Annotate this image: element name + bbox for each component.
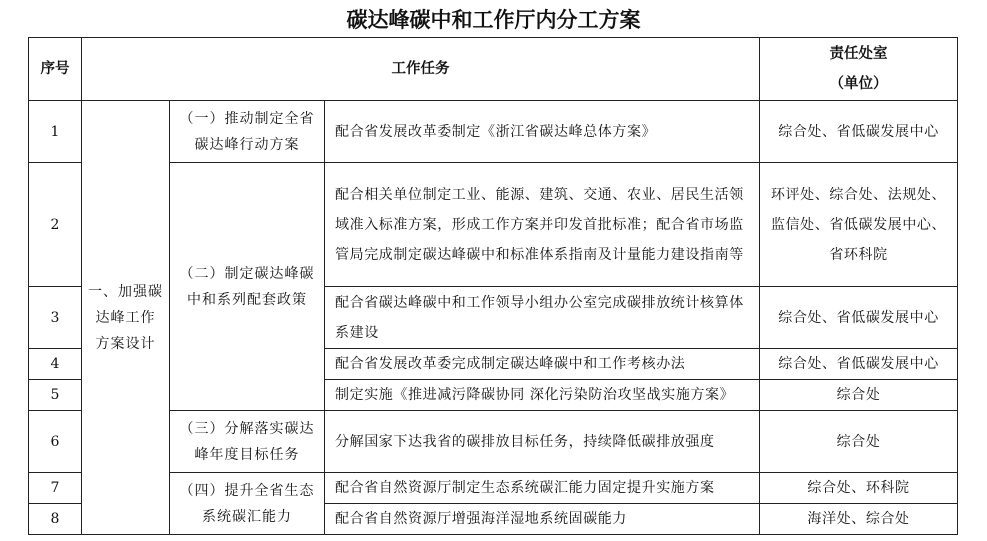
- unit-line: 综合处、省低碳发展中心: [778, 309, 939, 326]
- subcategory-line: （二）制定碳达峰碳: [179, 265, 315, 282]
- unit-cell: [760, 504, 958, 535]
- unit-line: 综合处: [836, 433, 881, 450]
- unit-cell: [760, 380, 958, 411]
- subcategory-line: 中和系列配套政策: [187, 291, 307, 308]
- unit-line: 环评处、综合处、法规处、: [770, 186, 947, 203]
- unit-cell: [760, 411, 958, 473]
- subcategory-line: （三）分解落实碳达: [179, 420, 315, 437]
- table-row: [29, 101, 958, 163]
- category-line: 达峰工作: [95, 309, 156, 326]
- category-line: 方案设计: [95, 335, 156, 352]
- unit-line: 综合处、省低碳发展中心: [778, 123, 939, 140]
- document-title: 碳达峰碳中和工作厅内分工方案: [346, 8, 641, 32]
- subcategory-line: 碳达峰行动方案: [194, 136, 300, 153]
- header-unit-line2: （单位）: [829, 76, 888, 92]
- row-number: 3: [29, 287, 82, 349]
- row-number: 6: [29, 411, 82, 473]
- row-number: 8: [29, 504, 82, 535]
- subcategory-line: 系统碳汇能力: [202, 508, 292, 525]
- task-cell: 配合相关单位制定工业、能源、建筑、交通、农业、居民生活领域准入标准方案，形成工作方案并印发首批标准；配合省市场监管局完成制定碳达峰碳中和标准体系指南及计量能力建设指南等: [325, 163, 760, 287]
- division-table: [28, 37, 958, 535]
- task-cell: 分解国家下达我省的碳排放目标任务，持续降低碳排放强度: [325, 411, 760, 473]
- unit-line: 综合处、环科院: [807, 480, 910, 496]
- task-cell: 配合省碳达峰碳中和工作领导小组办公室完成碳排放统计核算体系建设: [325, 287, 760, 349]
- row-number: 5: [29, 380, 82, 411]
- unit-line: 综合处: [836, 387, 881, 403]
- header-unit: [760, 38, 958, 101]
- task-cell: 配合省自然资源厅增强海洋湿地系统固碳能力: [325, 504, 760, 535]
- unit-line: 综合处、省低碳发展中心: [778, 356, 939, 372]
- row-number: 2: [29, 163, 82, 287]
- header-task: 工作任务: [82, 38, 760, 101]
- subcategory-cell: [170, 473, 325, 535]
- unit-line: 海洋处、综合处: [807, 511, 910, 527]
- subcategory-cell: [170, 101, 325, 163]
- row-number: 7: [29, 473, 82, 504]
- unit-cell: [760, 473, 958, 504]
- task-cell: 制定实施《推进减污降碳协同 深化污染防治攻坚战实施方案》: [325, 380, 760, 411]
- row-number: 1: [29, 101, 82, 163]
- header-seq: 序号: [29, 38, 82, 101]
- unit-line: 监信处、省低碳发展中心、: [770, 216, 947, 233]
- task-cell: 配合省自然资源厅制定生态系统碳汇能力固定提升实施方案: [325, 473, 760, 504]
- category-line: 一、加强碳: [88, 283, 163, 300]
- unit-cell: [760, 287, 958, 349]
- table-header-row: [29, 38, 958, 101]
- unit-line: 省环科院: [829, 246, 888, 263]
- row-number: 4: [29, 349, 82, 380]
- subcategory-line: 峰年度目标任务: [194, 446, 300, 463]
- subcategory-cell: [170, 163, 325, 411]
- unit-cell: [760, 163, 958, 287]
- unit-cell: [760, 101, 958, 163]
- subcategory-cell: [170, 411, 325, 473]
- task-cell: 配合省发展改革委完成制定碳达峰碳中和工作考核办法: [325, 349, 760, 380]
- header-unit-line1: 责任处室: [829, 46, 888, 62]
- category-cell: [82, 101, 170, 535]
- subcategory-line: （四）提升全省生态: [179, 482, 315, 499]
- unit-cell: [760, 349, 958, 380]
- subcategory-line: （一）推动制定全省: [179, 110, 315, 127]
- task-cell: 配合省发展改革委制定《浙江省碳达峰总体方案》: [325, 101, 760, 163]
